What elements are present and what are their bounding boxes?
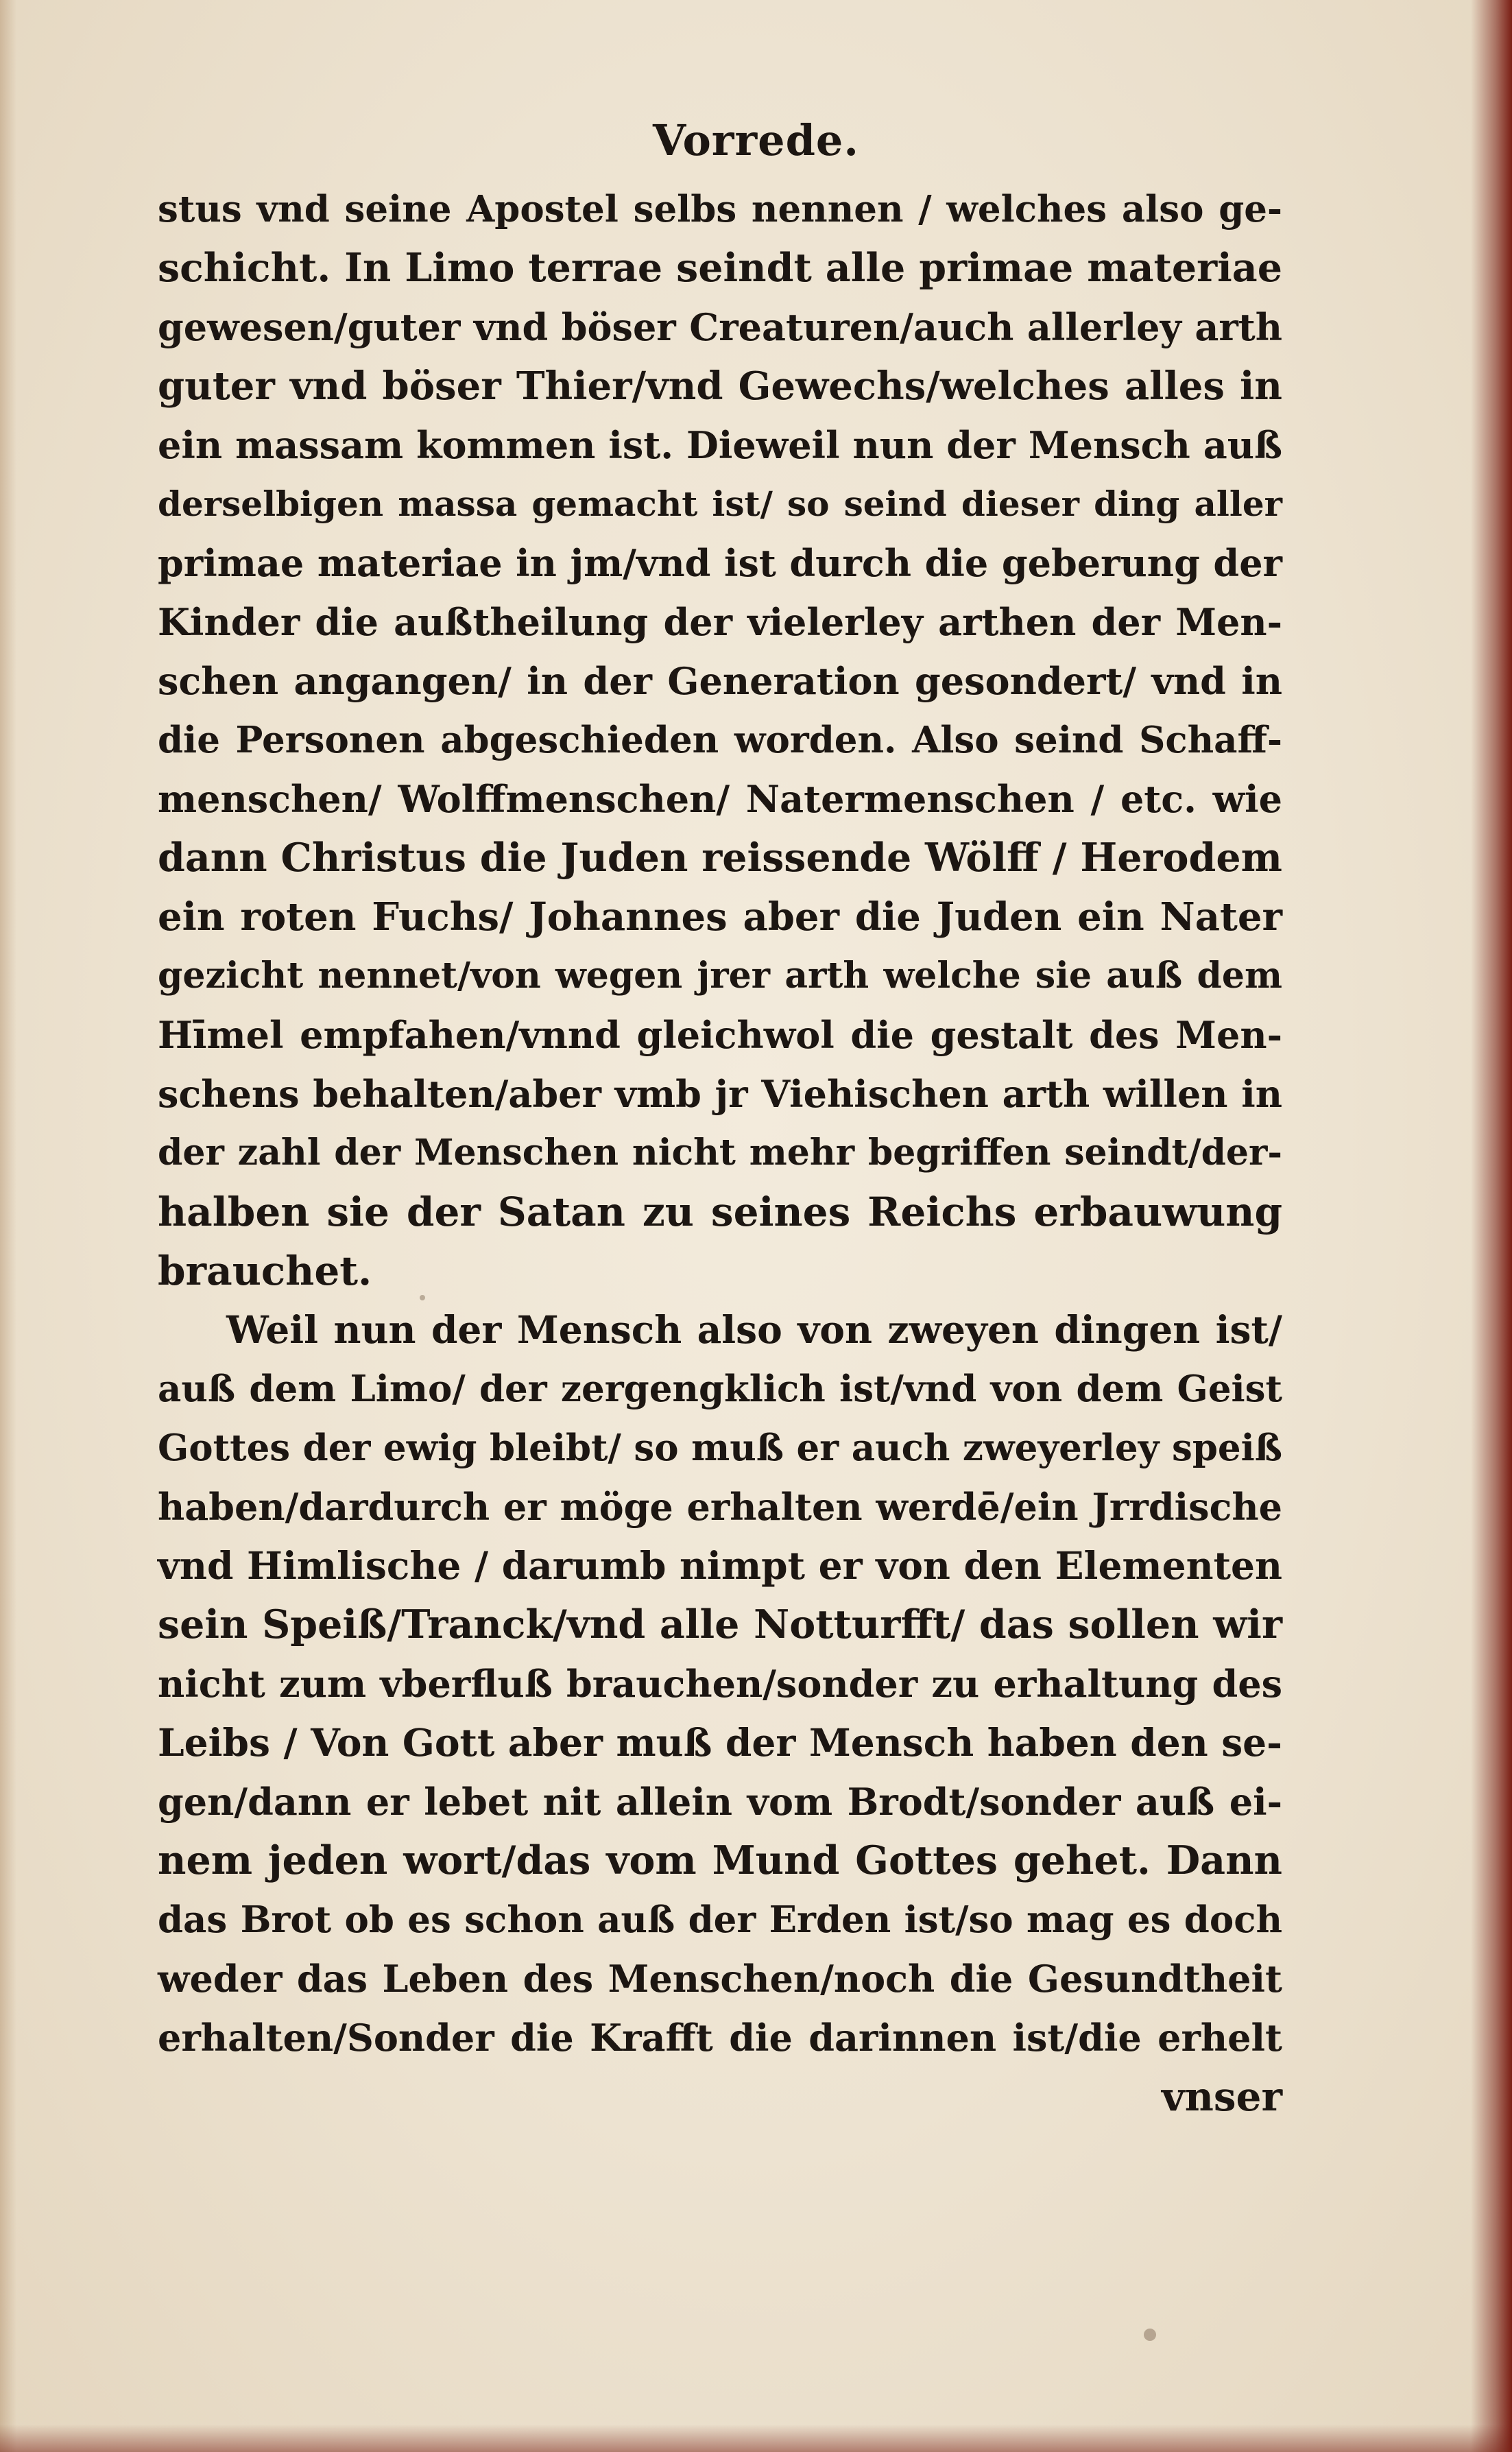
- text-line: primae materiae in jm/vnd ist durch die geberung der: [158, 541, 1282, 585]
- paragraph-2: [158, 1300, 1282, 2067]
- text-line: Kinder die außtheilung der vielerley arthen der Men-: [158, 600, 1282, 644]
- text-line: auß dem Limo/ der zergengklich ist/vnd von dem Geist: [158, 1368, 1282, 1410]
- paragraph-1: [158, 180, 1282, 1300]
- text-line: vnd Himlische / darumb nimpt er von den Elementen: [158, 1543, 1282, 1588]
- text-line: Leibs / Von Gott aber muß der Mensch haben den se-: [158, 1720, 1282, 1765]
- text-line: guter vnd böser Thier/vnd Gewechs/welches alles in: [158, 364, 1282, 409]
- text-line: ein roten Fuchs/ Johannes aber die Juden ein Nater: [158, 894, 1282, 940]
- text-line: haben/dardurch er möge erhalten werdē/ein Jrrdische: [158, 1485, 1282, 1529]
- text-line: brauchet.: [158, 1248, 372, 1294]
- text-line: gewesen/guter vnd böser Creaturen/auch allerley arth: [158, 305, 1282, 349]
- text-line: halben sie der Satan zu seines Reichs erbauwung: [158, 1189, 1282, 1235]
- text-line: gezicht nennet/von wegen jrer arth welche sie auß dem: [158, 955, 1282, 997]
- text-line: Weil nun der Mensch also von zweyen dingen ist/: [226, 1307, 1282, 1352]
- text-line: sein Speiß/Tranck/vnd alle Notturfft/ das sollen wir: [158, 1602, 1282, 1647]
- running-header: Vorrede.: [653, 115, 859, 165]
- page-edge-bottom: [0, 2425, 1512, 2452]
- text-line: stus vnd seine Apostel selbs nennen / welches also ge-: [158, 188, 1282, 230]
- text-line: ein massam kommen ist. Dieweil nun der Mensch auß: [158, 423, 1282, 467]
- text-line: Gottes der ewig bleibt/ so muß er auch zweyerley speiß: [158, 1427, 1282, 1469]
- text-line: erhalten/Sonder die Krafft die darinnen ist/die erhelt: [158, 2016, 1282, 2060]
- text-line: das Brot ob es schon auß der Erden ist/so mag es doch: [158, 1898, 1282, 1941]
- text-line: nicht zum vberfluß brauchen/sonder zu erhaltung des: [158, 1662, 1282, 1706]
- text-line: gen/dann er lebet nit allein vom Brodt/sonder auß ei-: [158, 1780, 1282, 1824]
- ink-speck: [420, 1295, 425, 1300]
- text-line: nem jeden wort/das vom Mund Gottes gehet. Dann: [158, 1837, 1282, 1883]
- text-line: schens behalten/aber vmb jr Viehischen arth willen in: [158, 1072, 1282, 1116]
- text-line: schen angangen/ in der Generation gesondert/ vnd in: [158, 659, 1282, 703]
- text-line: menschen/ Wolffmenschen/ Natermenschen / etc. wie: [158, 777, 1282, 821]
- catchword: vnser: [1162, 2073, 1282, 2120]
- page-edge-right: [1471, 0, 1512, 2452]
- body-text: [158, 180, 1282, 2126]
- text-line: der zahl der Menschen nicht mehr begriffen seindt/der-: [158, 1132, 1282, 1174]
- page-edge-left: [0, 0, 16, 2452]
- text-line: schicht. In Limo terrae seindt alle primae materiae: [158, 245, 1282, 291]
- text-line: die Personen abgeschieden worden. Also seind Schaff-: [158, 719, 1282, 761]
- text-line: weder das Leben des Menschen/noch die Gesundtheit: [158, 1957, 1282, 2001]
- ink-speck: [1144, 2329, 1156, 2341]
- text-line: dann Christus die Juden reissende Wölff / Herodem: [158, 835, 1282, 881]
- text-line: derselbigen massa gemacht ist/ so seind dieser ding aller: [158, 484, 1282, 524]
- text-line: Hīmel empfahen/vnnd gleichwol die gestalt des Men-: [158, 1013, 1282, 1057]
